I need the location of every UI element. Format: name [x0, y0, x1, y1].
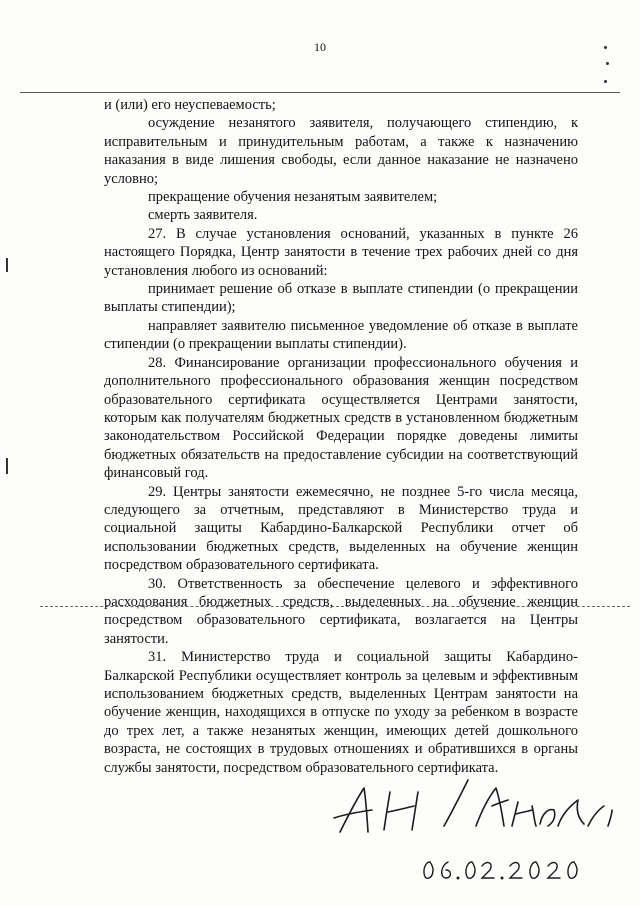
paragraph: 31. Министерство труда и социальной защиты Кабардино-Балкарской Республики осуществляет контроль за целевым и эффективным использованием бюджетных средств, выделенных Центрам занятости на обучение женщин, находящихся в отпуске по уходу за ребенком в возрасте до трех лет, а также незанятых женщин, имеющих детей дошкольного возраста, не состоящих в трудовых отношениях и обратившихся в органы службы занятости, посредством образовательного сертификата.: [104, 649, 578, 776]
paragraph: осуждение незанятого заявителя, получающего стипендию, к исправительным и принудительным работам, а также к назначению наказания в виде лишения свободы, если данное наказание не назначено условно;: [104, 115, 578, 187]
page-number: 10: [314, 40, 326, 54]
scan-dot-1: [604, 46, 607, 49]
scan-dot-3: [604, 80, 607, 83]
handwritten-signature: [326, 770, 626, 890]
scan-mark-1: [6, 258, 8, 272]
paragraph: принимает решение об отказе в выплате стипендии (о прекращении выплаты стипендии);: [104, 281, 578, 316]
paragraph: смерть заявителя.: [148, 207, 258, 224]
paragraph: направляет заявителю письменное уведомление об отказе в выплате стипендии (о прекращении выплаты стипендии).: [104, 317, 578, 353]
paragraph: 27. В случае установления оснований, указанных в пункте 26 настоящего Порядка, Центр занятости в течение трех рабочих дней со дня установления любого из оснований:: [104, 225, 578, 279]
document-body: [104, 96, 578, 777]
scan-line-top: [20, 92, 620, 93]
paragraph: 29. Центры занятости ежемесячно, не позднее 5-го числа месяца, следующего за отчетным, представляют в Министерство труда и социальной защиты Кабардино-Балкарской Республики отчет об использовании бюджетных средств, выделенных на обучение женщин посредством образовательного сертификата.: [104, 483, 578, 574]
scan-mark-2: [6, 458, 8, 474]
paragraph: 28. Финансирование организации профессионального обучения и дополнительного профессионального образования женщин посредством образовательного сертификата осуществляется Центрами занятости, которым как получателям бюджетных средств в установленном бюджетным законодательством Российской Федерации порядке доведены лимиты бюджетных обязательств на предоставление субсидии на соответствующий финансовый год.: [104, 354, 578, 482]
paragraph: прекращение обучения незанятым заявителем;: [148, 189, 438, 206]
scan-dot-2: [606, 62, 609, 65]
paragraph: и (или) его неуспеваемость;: [104, 97, 276, 113]
paragraph: 30. Ответственность за обеспечение целевого и эффективного расходования бюджетных средств, выделенных на обучение женщин посредством образовательного сертификата, возлагается на Центры занятости.: [104, 575, 578, 647]
